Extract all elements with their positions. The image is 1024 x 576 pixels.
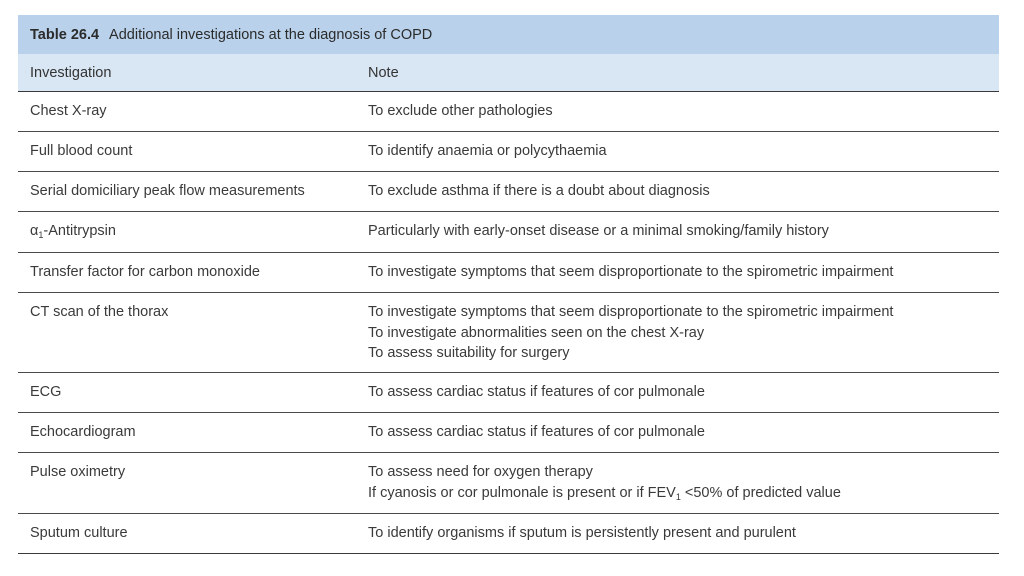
investigation-cell: Chest X-ray xyxy=(30,103,107,119)
note-cell xyxy=(356,462,999,513)
investigation-cell: Serial domiciliary peak flow measurements xyxy=(30,183,305,199)
investigation-text: -Antitrypsin xyxy=(43,223,116,239)
note-line: To exclude other pathologies xyxy=(368,103,553,119)
investigation-cell: Pulse oximetry xyxy=(30,464,126,480)
fev-subscript: 1 xyxy=(675,491,681,502)
note-cell xyxy=(356,422,999,452)
note-line: To assess cardiac status if features of cor pulmonale xyxy=(368,424,705,440)
note-line: To identify anaemia or polycythaemia xyxy=(368,143,607,159)
note-line xyxy=(368,483,999,508)
investigation-cell: Full blood count xyxy=(30,143,133,159)
table-header-row xyxy=(18,54,999,92)
note-line: To investigate symptoms that seem disproportionate to the spirometric impairment xyxy=(368,304,894,320)
table-caption xyxy=(18,15,999,54)
note-cell xyxy=(356,141,999,171)
table-row xyxy=(18,172,999,212)
investigation-cell: Echocardiogram xyxy=(30,424,136,440)
header-note: Note xyxy=(368,64,399,81)
investigation-cell xyxy=(18,221,356,252)
table-row xyxy=(18,212,999,253)
fev-text-before: If cyanosis or cor pulmonale is present or if FEV xyxy=(368,484,676,501)
table-row xyxy=(18,373,999,413)
note-cell xyxy=(356,302,999,372)
table-row xyxy=(18,453,999,514)
note-line: To assess cardiac status if features of cor pulmonale xyxy=(368,384,705,400)
note-cell xyxy=(356,382,999,412)
investigations-table xyxy=(18,15,999,554)
investigation-cell: CT scan of the thorax xyxy=(30,304,169,320)
table-row xyxy=(18,253,999,293)
alpha-subscript: 1 xyxy=(38,230,44,240)
table-title: Additional investigations at the diagnosis of COPD xyxy=(109,26,433,43)
investigation-cell: ECG xyxy=(30,384,62,400)
note-line: To investigate abnormalities seen on the chest X-ray xyxy=(368,324,705,341)
note-cell xyxy=(356,523,999,553)
note-cell xyxy=(356,181,999,211)
alpha-symbol: α xyxy=(30,223,39,239)
note-line: To assess need for oxygen therapy xyxy=(368,464,593,480)
table-row xyxy=(18,413,999,453)
note-line: To identify organisms if sputum is persistently present and purulent xyxy=(368,525,796,541)
investigation-cell: Transfer factor for carbon monoxide xyxy=(30,264,260,280)
note-cell xyxy=(356,221,999,252)
note-line: Particularly with early-onset disease or a minimal smoking/family history xyxy=(368,223,829,239)
table-row xyxy=(18,514,999,554)
investigation-cell: Sputum culture xyxy=(30,525,128,541)
header-investigation: Investigation xyxy=(30,64,112,81)
table-row xyxy=(18,132,999,172)
note-cell xyxy=(356,101,999,131)
table-row xyxy=(18,92,999,132)
table-row xyxy=(18,293,999,373)
note-line: To assess suitability for surgery xyxy=(368,345,570,361)
fev-text-after: <50% of predicted value xyxy=(680,484,841,501)
note-line: To investigate symptoms that seem disproportionate to the spirometric impairment xyxy=(368,264,894,280)
note-cell xyxy=(356,262,999,292)
table-number: Table 26.4 xyxy=(30,26,100,43)
note-line: To exclude asthma if there is a doubt about diagnosis xyxy=(368,183,710,199)
